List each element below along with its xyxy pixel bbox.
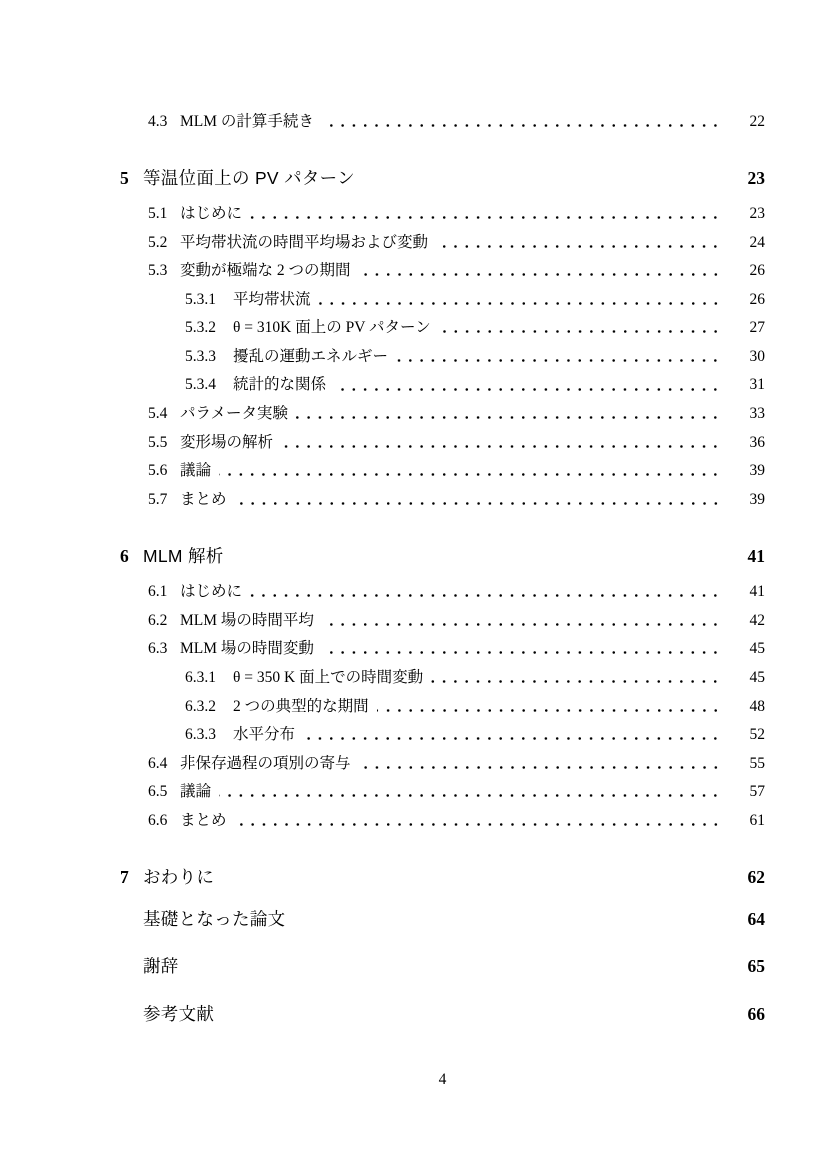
toc-entry-number: 5.6 — [148, 462, 168, 480]
toc-dot-leader — [303, 721, 721, 750]
toc-entry-page-number: 30 — [749, 347, 765, 365]
toc-entry-number: 5.3 — [148, 262, 168, 280]
toc-entry — [120, 107, 765, 136]
toc-entry — [120, 635, 765, 664]
toc-entry-number: 5.4 — [148, 405, 168, 423]
toc-entry-page-number: 52 — [749, 726, 765, 744]
toc-entry — [120, 778, 765, 807]
toc-entry — [120, 721, 765, 750]
toc-entry — [120, 428, 765, 457]
toc-dot-leader — [436, 228, 721, 257]
toc-spacer — [232, 542, 721, 571]
toc-spacer — [363, 164, 721, 193]
toc-dot-leader — [322, 635, 721, 664]
toc-dot-leader — [359, 257, 721, 286]
toc-entry-page-number: 66 — [747, 1003, 765, 1024]
toc-entry-number: 6.3 — [148, 640, 168, 658]
toc-dot-leader — [319, 285, 721, 314]
toc-entry-title: おわりに — [143, 867, 215, 888]
toc-entry — [120, 199, 765, 228]
toc-spacer — [293, 905, 721, 934]
toc-spacer — [187, 952, 721, 981]
toc-entry-title: MLM 場の時間変動 — [180, 640, 314, 658]
toc-entry-number: 5.3.3 — [185, 347, 216, 365]
toc-entry-page-number: 39 — [749, 490, 765, 508]
toc-entry-title: 議論 — [180, 462, 212, 480]
toc-unnumbered-entry — [120, 952, 765, 981]
toc-entry-number: 6.3.2 — [185, 697, 216, 715]
toc-entry-page-number: 57 — [749, 783, 765, 801]
toc-entry-page-number: 61 — [749, 811, 765, 829]
toc-entry — [120, 578, 765, 607]
toc — [120, 107, 765, 1029]
toc-dot-leader — [250, 199, 721, 228]
toc-dot-leader — [219, 457, 721, 486]
toc-entry-page-number: 55 — [749, 754, 765, 772]
toc-entry-number: 5.3.4 — [185, 376, 216, 394]
toc-entry-number: 6.2 — [148, 611, 168, 629]
toc-dot-leader — [334, 371, 721, 400]
toc-entry-title: MLM 解析 — [143, 546, 224, 567]
toc-entry-number: 6.3.3 — [185, 726, 216, 744]
toc-entry-title: はじめに — [180, 204, 243, 222]
toc-entry-number: 5.5 — [148, 433, 168, 451]
toc-dot-leader — [235, 485, 721, 514]
toc-dot-leader — [235, 806, 721, 835]
toc-entry — [120, 285, 765, 314]
toc-dot-leader — [250, 578, 721, 607]
toc-entry-page-number: 26 — [749, 262, 765, 280]
toc-chapter-entry — [120, 542, 765, 571]
toc-entry-title: 変動が極端な 2 つの期間 — [180, 262, 351, 280]
toc-entry — [120, 314, 765, 343]
toc-entry-title: 水平分布 — [233, 726, 296, 744]
toc-entry-page-number: 41 — [747, 546, 765, 567]
toc-entry-title: θ = 350 K 面上での時間変動 — [233, 669, 424, 687]
toc-entry — [120, 663, 765, 692]
toc-dot-leader — [431, 663, 721, 692]
toc-entry-title: MLM の計算手続き — [180, 112, 314, 130]
toc-entry-title: 謝辞 — [143, 956, 179, 977]
toc-entry — [120, 342, 765, 371]
toc-unnumbered-entry — [120, 1000, 765, 1029]
toc-chapter-entry — [120, 863, 765, 892]
toc-entry-page-number: 45 — [749, 669, 765, 687]
toc-unnumbered-entry — [120, 905, 765, 934]
toc-entry-title: 等温位面上の PV パターン — [143, 167, 355, 188]
toc-spacer — [222, 1000, 721, 1029]
toc-entry — [120, 228, 765, 257]
toc-spacer — [222, 863, 721, 892]
toc-entry-number: 7 — [120, 867, 129, 888]
toc-entry-page-number: 62 — [747, 867, 765, 888]
footer-page-number: 4 — [438, 1071, 447, 1088]
toc-dot-leader — [377, 692, 721, 721]
toc-entry-title: はじめに — [180, 583, 243, 601]
toc-entry-title: パラメータ実験 — [180, 405, 289, 423]
toc-entry-page-number: 48 — [749, 697, 765, 715]
toc-entry-number: 6.6 — [148, 811, 168, 829]
toc-entry-number: 6.3.1 — [185, 669, 216, 687]
toc-entry-page-number: 65 — [747, 956, 765, 977]
toc-entry — [120, 400, 765, 429]
toc-entry — [120, 692, 765, 721]
toc-entry-page-number: 42 — [749, 611, 765, 629]
toc-dot-leader — [219, 778, 721, 807]
toc-entry-page-number: 45 — [749, 640, 765, 658]
toc-dot-leader — [439, 314, 721, 343]
toc-entry-title: 議論 — [180, 783, 212, 801]
toc-dot-leader — [322, 107, 721, 136]
toc-dot-leader — [322, 606, 721, 635]
toc-entry-page-number: 23 — [747, 167, 765, 188]
toc-entry-title: 非保存過程の項別の寄与 — [180, 754, 351, 772]
toc-entry-title: θ = 310K 面上の PV パターン — [233, 319, 431, 337]
toc-entry-number: 4.3 — [148, 112, 168, 130]
toc-entry — [120, 806, 765, 835]
toc-entry-title: 参考文献 — [143, 1003, 215, 1024]
toc-entry-title: 2 つの典型的な期間 — [233, 697, 369, 715]
toc-entry — [120, 749, 765, 778]
toc-entry-page-number: 33 — [749, 405, 765, 423]
toc-entry — [120, 371, 765, 400]
toc-entry-page-number: 23 — [749, 204, 765, 222]
toc-entry-title: 平均帯状流 — [233, 290, 311, 308]
toc-entry-page-number: 41 — [749, 583, 765, 601]
toc-entry-number: 6.1 — [148, 583, 168, 601]
toc-entry-number: 5.7 — [148, 490, 168, 508]
toc-entry-number: 5.3.2 — [185, 319, 216, 337]
toc-entry-number: 5.3.1 — [185, 290, 216, 308]
toc-entry-page-number: 27 — [749, 319, 765, 337]
toc-entry-page-number: 22 — [749, 112, 765, 130]
toc-entry-title: 擾乱の運動エネルギー — [233, 347, 389, 365]
toc-entry-number: 5 — [120, 167, 129, 188]
toc-entry-number: 6.4 — [148, 754, 168, 772]
toc-entry-title: 基礎となった論文 — [143, 908, 286, 929]
toc-entry-number: 6.5 — [148, 783, 168, 801]
toc-dot-leader — [359, 749, 721, 778]
toc-entry-title: 平均帯状流の時間平均場および変動 — [180, 233, 429, 251]
toc-entry — [120, 606, 765, 635]
toc-entry-title: 統計的な関係 — [233, 376, 327, 394]
toc-entry-page-number: 39 — [749, 462, 765, 480]
toc-entry-page-number: 31 — [749, 376, 765, 394]
toc-entry-page-number: 36 — [749, 433, 765, 451]
toc-entry — [120, 485, 765, 514]
toc-entry-number: 6 — [120, 546, 129, 567]
toc-entry-page-number: 24 — [749, 233, 765, 251]
toc-entry — [120, 457, 765, 486]
toc-chapter-entry — [120, 164, 765, 193]
toc-entry — [120, 257, 765, 286]
toc-entry-number: 5.2 — [148, 233, 168, 251]
toc-entry-number: 5.1 — [148, 204, 168, 222]
toc-entry-title: まとめ — [180, 811, 227, 829]
toc-dot-leader — [396, 342, 721, 371]
toc-entry-title: MLM 場の時間平均 — [180, 611, 314, 629]
toc-entry-title: まとめ — [180, 490, 227, 508]
toc-dot-leader — [281, 428, 721, 457]
toc-dot-leader — [296, 400, 721, 429]
toc-entry-page-number: 26 — [749, 290, 765, 308]
toc-entry-page-number: 64 — [747, 908, 765, 929]
toc-entry-title: 変形場の解析 — [180, 433, 274, 451]
